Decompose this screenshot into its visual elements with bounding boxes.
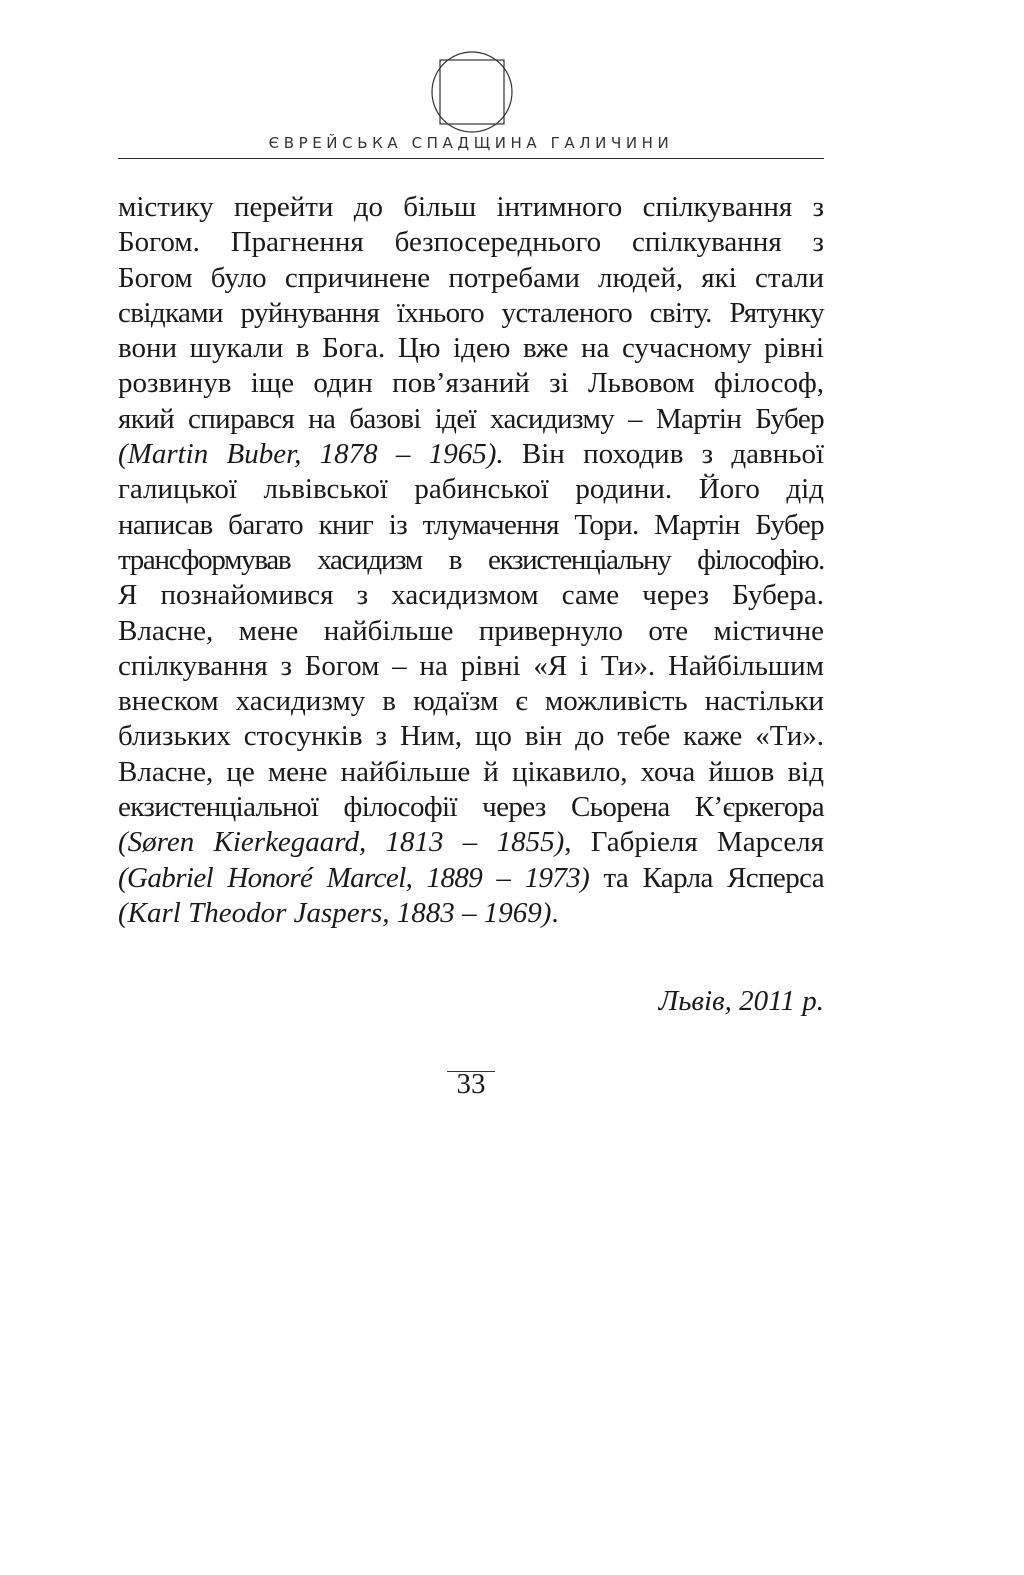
text-fragment: . [551,896,559,929]
text-line: написав багато книг із тлумачення Тори. Мартін Бубер [118,508,824,541]
text-line [118,437,824,472]
header-divider [118,158,824,159]
text-line: Власне, мене найбільше привернуло оте містичне [118,614,824,647]
text-line: вони шукали в Бога. Цю ідею вже на сучасному рівні [118,332,824,365]
text-fragment: , Габріеля Марселя [564,826,824,859]
italic-citation: (Søren Kierkegaard, 1813 – 1855) [118,826,565,859]
text-line [118,825,824,860]
text-line [118,896,824,931]
text-line: Власне, це мене найбільше й цікавило, хоча йшов від [118,755,824,788]
text-line: Богом. Прагнення безпосереднього спілкування з [118,226,824,259]
text-line: внеском хасидизму в юдаїзм є можливість настільки [118,685,824,718]
page-number: 33 [456,1068,486,1100]
text-line: свідками руйнування їхнього усталеного світу. Рятунку [118,296,824,329]
text-line: галицької львівської рабинської родини. Його дід [118,473,824,506]
text-line: Я познайомився з хасидизмом саме через Бубера. [118,579,824,612]
text-line [118,861,824,896]
running-header-title: ЄВРЕЙСЬКА СПАДЩИНА ГАЛИЧИНИ [268,134,674,152]
text-line: екзистенціальної філософії через Сьорена К’єркегора [118,791,824,824]
text-line: близьких стосунків з Ним, що він до тебе каже «Ти». [118,720,824,753]
italic-citation: (Martin Buber, 1878 – 1965). [118,438,504,471]
place-date-signature: Львів, 2011 р. [658,985,824,1017]
circle-square-emblem-icon [430,50,514,134]
text-line: Богом було спричинене потребами людей, які стали [118,261,824,294]
body-paragraph [118,190,824,931]
text-line: трансформував хасидизм в екзистенціальну філософію. [118,543,824,576]
text-line: який спирався на базові ідеї хасидизму – Мартін Бубер [118,402,824,435]
italic-citation: (Karl Theodor Jaspers, 1883 – 1969) [118,896,552,929]
text-line: спілкування з Богом – на рівні «Я і Ти». Найбільшим [118,649,824,682]
text-fragment: Він походив з давньої [503,438,825,471]
text-line: розвинув іще один пов’язаний зі Львовом філософ, [118,367,824,400]
italic-citation: (Gabriel Honoré Marcel, 1889 – 1973) [118,861,590,894]
text-fragment: та Карла Ясперса [589,861,824,894]
text-line: містику перейти до більш інтимного спілкування з [118,191,824,223]
